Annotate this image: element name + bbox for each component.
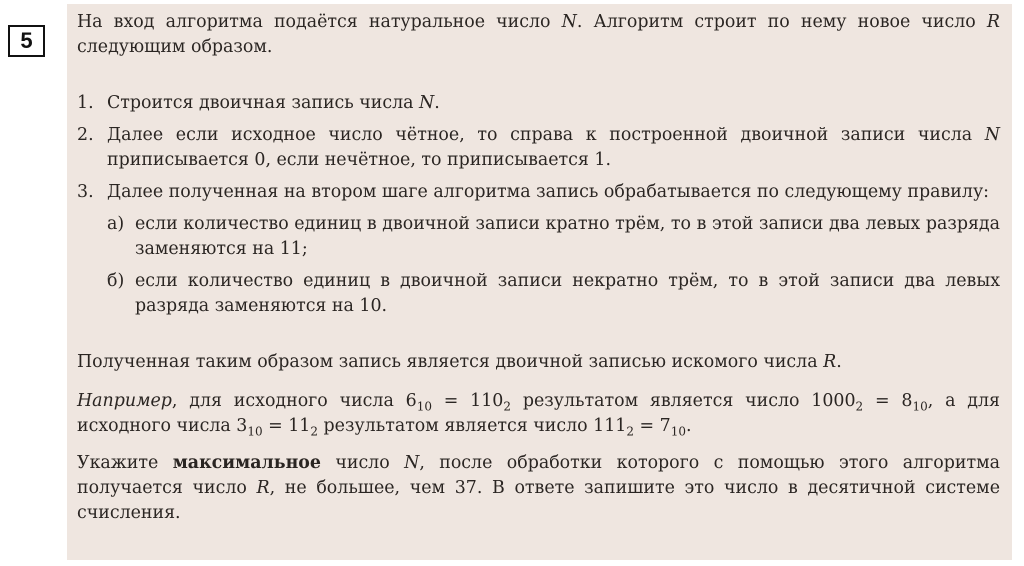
rule-subitems <box>107 212 1000 319</box>
task-paragraph: Укажите максимальное число N, после обработки которого с помощью этого алгоритма получается число R, не большее, чем 37. В ответе запишите это число в десятичной системе счисления. <box>77 453 1001 523</box>
var-n: N <box>561 12 577 32</box>
var-r: R <box>823 352 837 372</box>
example-paragraph: Например, для исходного числа $6_{10} = 110_2$ результатом является число $1000_2 = 8_{10}$, а для исходного числа $3_{10} = 11_2$ результатом является число $111_2 = 7_{10}$. <box>77 391 1000 439</box>
emphasis-maximal: максимальное <box>172 453 321 473</box>
var-r: R <box>256 478 270 498</box>
step-number: 2. <box>77 125 94 145</box>
result-paragraph: Полученная таким образом запись является двоичной записью искомого числа R. <box>77 352 842 372</box>
task-number-badge: 5 <box>8 25 45 57</box>
var-n: N <box>404 453 420 473</box>
sub-letter: б) <box>107 271 125 291</box>
example-label: Например <box>77 391 172 411</box>
step-3: 3. Далее полученная на втором шаге алгоритма запись обрабатывается по следующему правилу: а) если количество единиц в двоичной записи кратно трём, то в этой записи два левых разряда заменяются на 11; б) если количество единиц в двоичной записи некратно трём, то в этой записи два левых разряда заменяются на 10. <box>77 180 1000 326</box>
task-text-panel <box>67 4 1012 560</box>
sub-letter: а) <box>107 214 125 234</box>
step-number: 1. <box>77 93 94 113</box>
step-1: 1. Строится двоичная запись числа N. <box>77 91 1000 116</box>
intro-paragraph: На вход алгоритма подаётся натуральное число N. Алгоритм строит по нему новое число R следующим образом. <box>77 12 1000 57</box>
var-r: R <box>986 12 1000 32</box>
rule-b: б) если количество единиц в двоичной записи некратно трём, то в этой записи два левых разряда заменяются на 10. <box>107 269 1000 319</box>
var-n: N <box>419 93 435 113</box>
step-2: 2. Далее если исходное число чётное, то справа к построенной двоичной записи числа N приписывается 0, если нечётное, то приписывается 1. <box>77 123 1000 173</box>
rule-a: а) если количество единиц в двоичной записи кратно трём, то в этой записи два левых разряда заменяются на 11; <box>107 212 1000 262</box>
var-n: N <box>984 125 1000 145</box>
algorithm-steps <box>77 91 1000 326</box>
step-number: 3. <box>77 182 94 202</box>
